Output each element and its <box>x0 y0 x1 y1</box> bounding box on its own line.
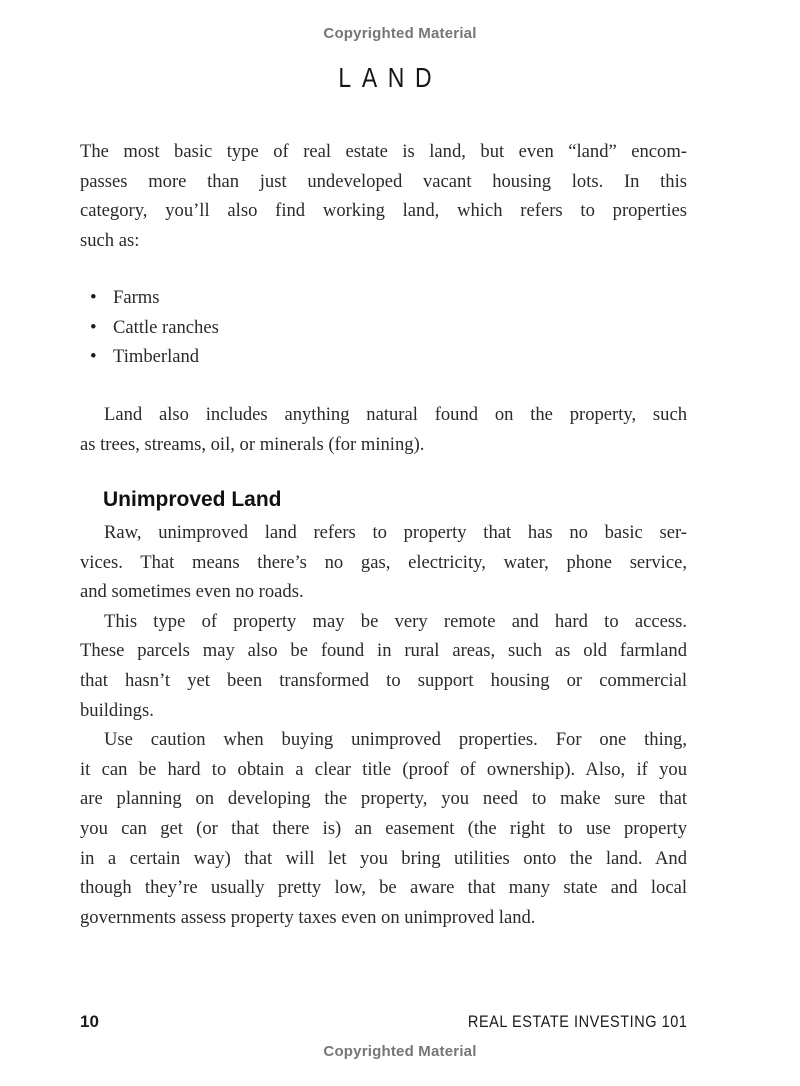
bullet-icon: • <box>90 316 97 338</box>
paragraph-line: governments assess property taxes even on unimproved land. <box>80 906 536 928</box>
bullet-item-label: Timberland <box>113 346 200 368</box>
paragraph-line: it can be hard to obtain a clear title (proof of ownership). Also, if you <box>80 758 687 780</box>
body-paragraph <box>80 725 687 932</box>
paragraph-line: vices. That means there’s no gas, electricity, water, phone service, <box>80 551 687 573</box>
paragraph-line: that hasn’t yet been transformed to support housing or commercial <box>80 669 687 691</box>
page-number: 10 <box>80 1012 99 1031</box>
body-paragraph <box>80 607 687 725</box>
bullet-item-label: Farms <box>113 287 160 308</box>
body-paragraph <box>80 518 687 607</box>
bullet-item <box>80 342 687 372</box>
unimproved-land-section <box>80 518 687 932</box>
paragraph-line: passes more than just undeveloped vacant housing lots. In this <box>80 170 687 192</box>
bullet-icon: • <box>90 346 97 368</box>
paragraph-line: These parcels may also be found in rural areas, such as old farmland <box>80 640 687 662</box>
bullet-item-label: Cattle ranches <box>113 316 219 338</box>
paragraph-line: you can get (or that there is) an easement (the right to use property <box>80 817 687 839</box>
intro-paragraph <box>80 137 687 255</box>
paragraph-line: though they’re usually pretty low, be aware that many state and local <box>80 877 687 899</box>
paragraph-line: Raw, unimproved land refers to property that has no basic ser- <box>104 522 687 543</box>
paragraph-line: This type of property may be very remote and hard to access. <box>104 610 687 632</box>
chapter-title-text: LAND <box>338 62 442 93</box>
paragraph-line: Use caution when buying unimproved properties. For one thing, <box>104 729 687 751</box>
running-title: REAL ESTATE INVESTING 101 <box>467 1013 687 1031</box>
paragraph-line: category, you’ll also find working land, which refers to properties <box>80 200 687 222</box>
bullet-icon: • <box>90 287 97 308</box>
paragraph-line: The most basic type of real estate is land, but even “land” encom- <box>80 141 687 162</box>
paragraph-line: are planning on developing the property, you need to make sure that <box>80 788 687 810</box>
paragraph-line: buildings. <box>80 699 154 721</box>
paragraph-line: and sometimes even no roads. <box>80 581 304 603</box>
section-heading-container <box>80 486 687 514</box>
paragraph-line: as trees, streams, oil, or minerals (for mining). <box>80 433 425 455</box>
section-heading: Unimproved Land <box>103 488 282 511</box>
copyright-notice-bottom: Copyrighted Material <box>323 1043 477 1060</box>
paragraph-line: in a certain way) that will let you bring utilities onto the land. And <box>80 847 687 869</box>
bullet-list <box>80 283 687 372</box>
copyright-notice-top: Copyrighted Material <box>323 25 477 42</box>
paragraph-line: such as: <box>80 229 140 251</box>
bullet-item <box>80 313 687 343</box>
page-footer <box>80 1011 687 1033</box>
paragraph-line: Land also includes anything natural found on the property, such <box>104 404 687 425</box>
land-includes-paragraph <box>80 400 687 459</box>
chapter-title <box>80 61 687 100</box>
bullet-item <box>80 283 687 313</box>
